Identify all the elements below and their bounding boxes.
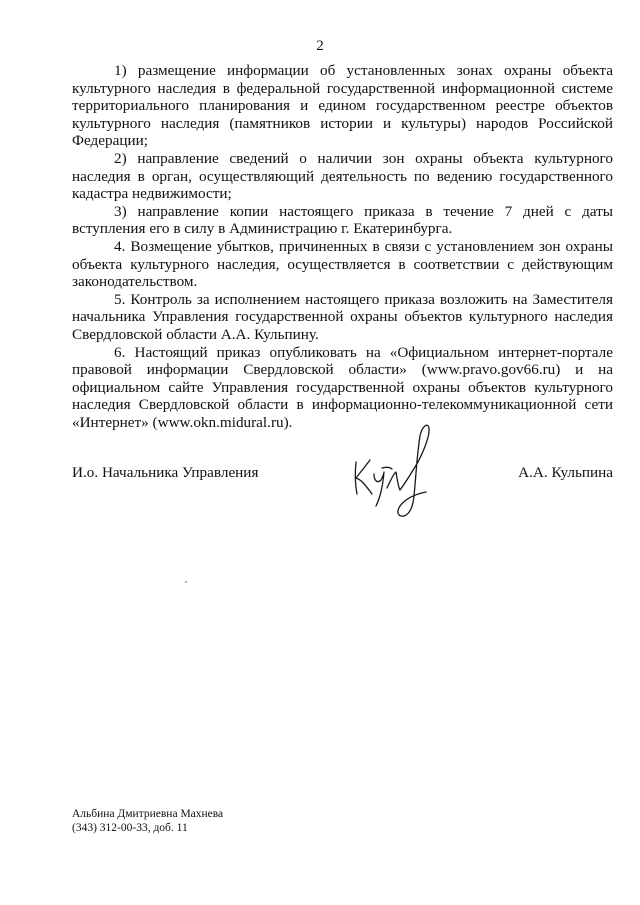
handwritten-signature — [346, 422, 446, 518]
signatory-name: А.А. Кульпина — [518, 464, 613, 481]
paragraph-6: 6. Настоящий приказ опубликовать на «Официальном интернет-портале правовой информации Свердловской области» (www.pravo.gov66.ru) и на официальном сайте Управления государственной охраны объектов культурного наследия Свердловской области в информационно-телекоммуникационной сети «Интернет» (www.okn.midural.ru). — [72, 343, 613, 431]
executor-name: Альбина Дмитриевна Махнева — [72, 808, 224, 820]
paragraph-5: 5. Контроль за исполнением настоящего приказа возложить на Заместителя начальника Управления государственной охраны объектов культурного наследия Свердловской области А.А. Кульпину. — [72, 290, 613, 343]
paragraph-1-3: 3) направление копии настоящего приказа в течение 7 дней с даты вступления его в силу в Администрацию г. Екатеринбурга. — [72, 202, 613, 238]
scan-speck — [185, 581, 187, 583]
page-number: 2 — [316, 38, 324, 54]
signature-block — [72, 464, 613, 494]
paragraph-1-1: 1) размещение информации об установленных зонах охраны объекта культурного наследия в федеральной государственной информационной системе территориального планирования и едином государственном реестре объектов культурного наследия (памятников истории и культуры) народов Российской Федерации; — [72, 62, 613, 150]
paragraph-1-2: 2) направление сведений о наличии зон охраны объекта культурного наследия в орган, осуществляющий деятельность по ведению государственного кадастра недвижимости; — [72, 149, 613, 203]
paragraph-4: 4. Возмещение убытков, причиненных в связи с установлением зон охраны объекта культурного наследия, осуществляется в соответствии с действующим законодательством. — [72, 237, 613, 291]
executor-block — [72, 807, 223, 835]
signatory-position: И.о. Начальника Управления — [72, 464, 259, 481]
document-body — [72, 62, 613, 431]
executor-phone: (343) 312-00-33, доб. 11 — [72, 822, 188, 834]
